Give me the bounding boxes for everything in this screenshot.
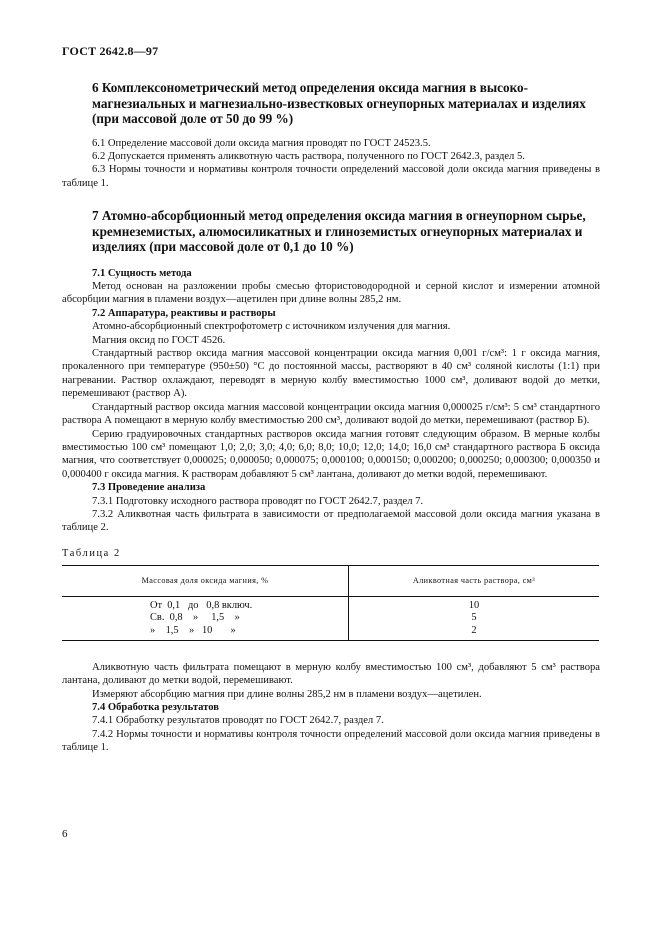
table-cell-volume: 2: [349, 625, 600, 641]
paragraph-7-2-solution-a: Стандартный раствор оксида магния массовой концентрации оксида магния 0,001 г/см³: 1 г оксида магния, прокаленного при температуре (950±50) °С до постоянной массы, растворяют в 40 см³ соляной кислоты (1:1) при нагревании. Раствор охлаждают, переводят в мерную колбу вместимостью 1000 см³, доливают водой до метки, перемешивают (раствор А).: [62, 348, 600, 400]
table-header-mass-fraction: Массовая доля оксида магния, %: [62, 566, 349, 597]
table-row: [62, 625, 599, 641]
paragraph-7-2-magnesium-oxide: Магния оксид по ГОСТ 4526.: [92, 334, 226, 346]
table-cell-range: От 0,1 до 0,8 включ.: [62, 597, 349, 613]
section-6-title: 6 Комплексонометрический метод определения оксида магния в высоко-магнезиальных и магнезиально-известковых огнеупорных материалах и изделиях (при массовой доле от 50 до 99 %): [92, 80, 586, 126]
paragraph-7-3-1: 7.3.1 Подготовку исходного раствора проводят по ГОСТ 2642.7, раздел 7.: [92, 495, 424, 507]
table-caption: Таблица 2: [62, 547, 121, 559]
paragraph-7-4-2: 7.4.2 Нормы точности и нормативы контроля точности определений массовой доли оксида магния приведены в таблице 1.: [62, 728, 600, 754]
paragraph-7-3-2: 7.3.2 Аликвотная часть фильтрата в зависимости от предполагаемой массовой доли оксида магния указана в таблице 2.: [62, 508, 600, 534]
heading-7-4: 7.4 Обработка результатов: [92, 701, 219, 713]
section-7-title: 7 Атомно-абсорбционный метод определения оксида магния в огнеупорном сырье, кремнеземистых, алюмосиликатных и глиноземистых огнеупорных материалах и изделиях (при массовой доле от 0,1 до 10 %): [92, 208, 586, 255]
heading-7-3: 7.3 Проведение анализа: [92, 482, 206, 494]
paragraph-6-1: 6.1 Определение массовой доли оксида магния проводят по ГОСТ 24523.5.: [92, 137, 431, 149]
document-body: [62, 80, 600, 755]
paragraph-7-4-1: 7.4.1 Обработку результатов проводят по ГОСТ 2642.7, раздел 7.: [92, 715, 384, 727]
paragraph-6-2: 6.2 Допускается применять аликвотную часть раствора, полученного по ГОСТ 2642.3, раздел 5.: [92, 150, 525, 162]
heading-7-2: 7.2 Аппаратура, реактивы и растворы: [92, 307, 276, 319]
table-cell-range: Св. 0,8 » 1,5 »: [62, 612, 349, 624]
paragraph-7-2-solution-b: Стандартный раствор оксида магния массовой концентрации оксида магния 0,000025 г/см³: 5 см³ стандартного раствора А помещают в мерную колбу вместимостью 200 см³, доливают водой до метки, перемешивают (раствор Б).: [62, 401, 600, 427]
table-row: [62, 597, 599, 613]
paragraph-6-3: 6.3 Нормы точности и нормативы контроля точности определений массовой доли оксида магния приведены в таблице 1.: [62, 164, 600, 189]
paragraph-aliquot-transfer: Аликвотную часть фильтрата помещают в мерную колбу вместимостью 100 см³, добавляют 5 см³ раствора лантана, доливают до метки водой, перемешивают.: [62, 661, 600, 687]
table-cell-range: » 1,5 » 10 »: [62, 625, 349, 641]
paragraph-7-1: Метод основан на разложении пробы смесью фтористоводородной и серной кислот и измерении атомной абсорбции магния в пламени воздух—ацетилен при длине волны 285,2 нм.: [62, 281, 600, 306]
paragraph-7-2-spectrophotometer: Атомно-абсорбционный спектрофотометр с источником излучения для магния.: [92, 321, 451, 333]
heading-7-1: 7.1 Сущность метода: [92, 267, 192, 279]
page-number: 6: [62, 828, 68, 840]
table-row: [62, 612, 599, 624]
document-code: ГОСТ 2642.8—97: [62, 44, 159, 58]
paragraph-7-2-calibration: Серию градуировочных стандартных растворов оксида магния готовят следующим образом. В мерные колбы вместимостью 100 см³ помещают 1,0; 2,0; 3,0; 4,0; 6,0; 8,0; 10,0; 12,0; 14,0; 16,0 см³ стандартного раствора Б оксида магния, что соответствует 0,000025; 0,000050; 0,000075; 0,000100; 0,000150; 0,000200; 0,000250; 0,000300; 0,000350 и 0,000400 г оксида магния. К растворам добавляют 5 см³ лантана, доливают до метки водой, перемешивают.: [62, 428, 600, 480]
paragraph-measure-absorption: Измеряют абсорбцию магния при длине волны 285,2 нм в пламени воздух—ацетилен.: [92, 688, 482, 700]
table-2: [62, 565, 599, 641]
table-cell-volume: 10: [468, 600, 480, 612]
table-header-aliquot: Аликвотная часть раствора, см³: [349, 566, 600, 597]
table-cell-volume: 5: [471, 612, 477, 624]
